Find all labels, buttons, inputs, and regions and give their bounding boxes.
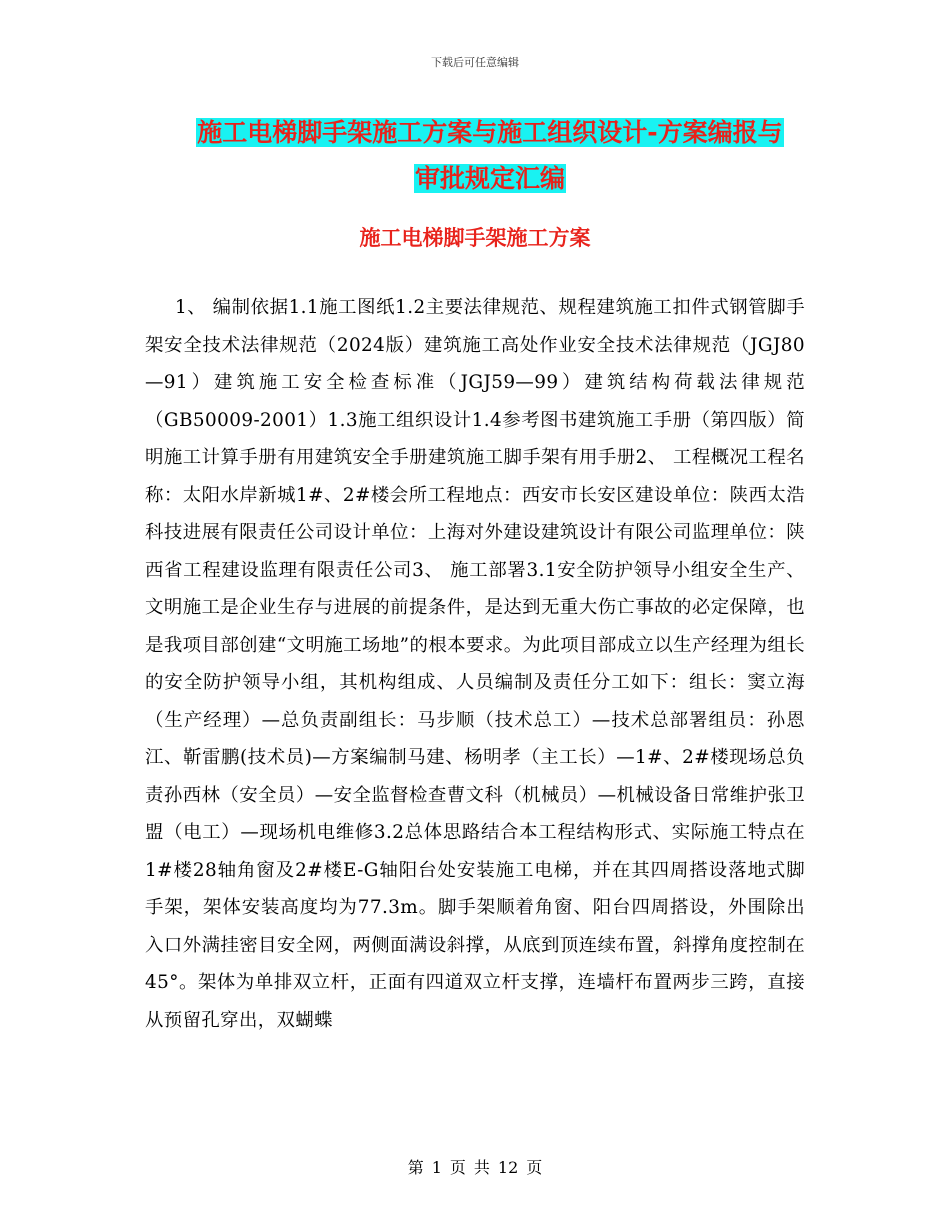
header-note: 下载后可任意编辑 [431,56,519,69]
footer-total-prefix: 共 [473,1158,490,1177]
footer-suffix: 页 [526,1158,543,1177]
body-paragraph: 1、 编制依据1.1施工图纸1.2主要法律规范、规程建筑施工扣件式钢管脚手架安全技术法律规范（2024版）建筑施工高处作业安全技术法律规范（JGJ80—91）建筑施工安全检查标准（JGJ59—99）建筑结构荷载法律规范（GB50009-2001）1.3施工组织设计1.4参考图书建筑施工手册（第四版）简明施工计算手册有用建筑安全手册建筑施工脚手架有用手册2、 工程概况工程名称：太阳水岸新城1#、2#楼会所工程地点：西安市长安区建设单位：陕西太浩科技进展有限责任公司设计单位：上海对外建设建筑设计有限公司监理单位：陕西省工程建设监理有限责任公司3、 施工部署3.1安全防护领导小组安全生产、文明施工是企业生存与进展的前提条件，是达到无重大伤亡事故的必定保障，也是我项目部创建“文明施工场地”的根本要求。为此项目部成立以生产经理为组长的安全防护领导小组，其机构组成、人员编制及责任分工如下：组长：窦立海（生产经理）—总负责副组长：马步顺（技术总工）—技术总部署组员：孙恩江、靳雷鹏(技术员)—方案编制马建、杨明孝（主工长）—1#、2#楼现场总负责孙西林（安全员）—安全监督检查曹文科（机械员）—机械设备日常维护张卫盟（电工）—现场机电维修3.2总体思路结合本工程结构形式、实际施工特点在1#楼28轴角窗及2#楼E-G轴阳台处安装施工电梯，并在其四周搭设落地式脚手架，架体安装高度均为77.3m。脚手架顺着角窗、阳台四周搭设，外围除出入口外满挂密目安全网，两侧面满设斜撑，从底到顶连续布置，斜撑角度控制在45°。架体为单排双立杆，正面有四道双立杆支撑，连墙杆布置两步三跨，直接从预留孔穿出，双蝴蝶 [145,297,805,1031]
footer-page-number: 1 [431,1158,442,1177]
footer-total-pages: 12 [497,1158,519,1177]
section-title: 施工电梯脚手架施工方案 [359,226,591,250]
page-footer [0,1155,950,1178]
footer-prefix: 第 [407,1158,424,1177]
document-title-line-2: 审批规定汇编 [414,164,565,193]
document-title-line-1: 施工电梯脚手架施工方案与施工组织设计-方案编报与 [197,118,783,147]
footer-middle: 页 [449,1158,466,1177]
document-title [130,110,850,202]
